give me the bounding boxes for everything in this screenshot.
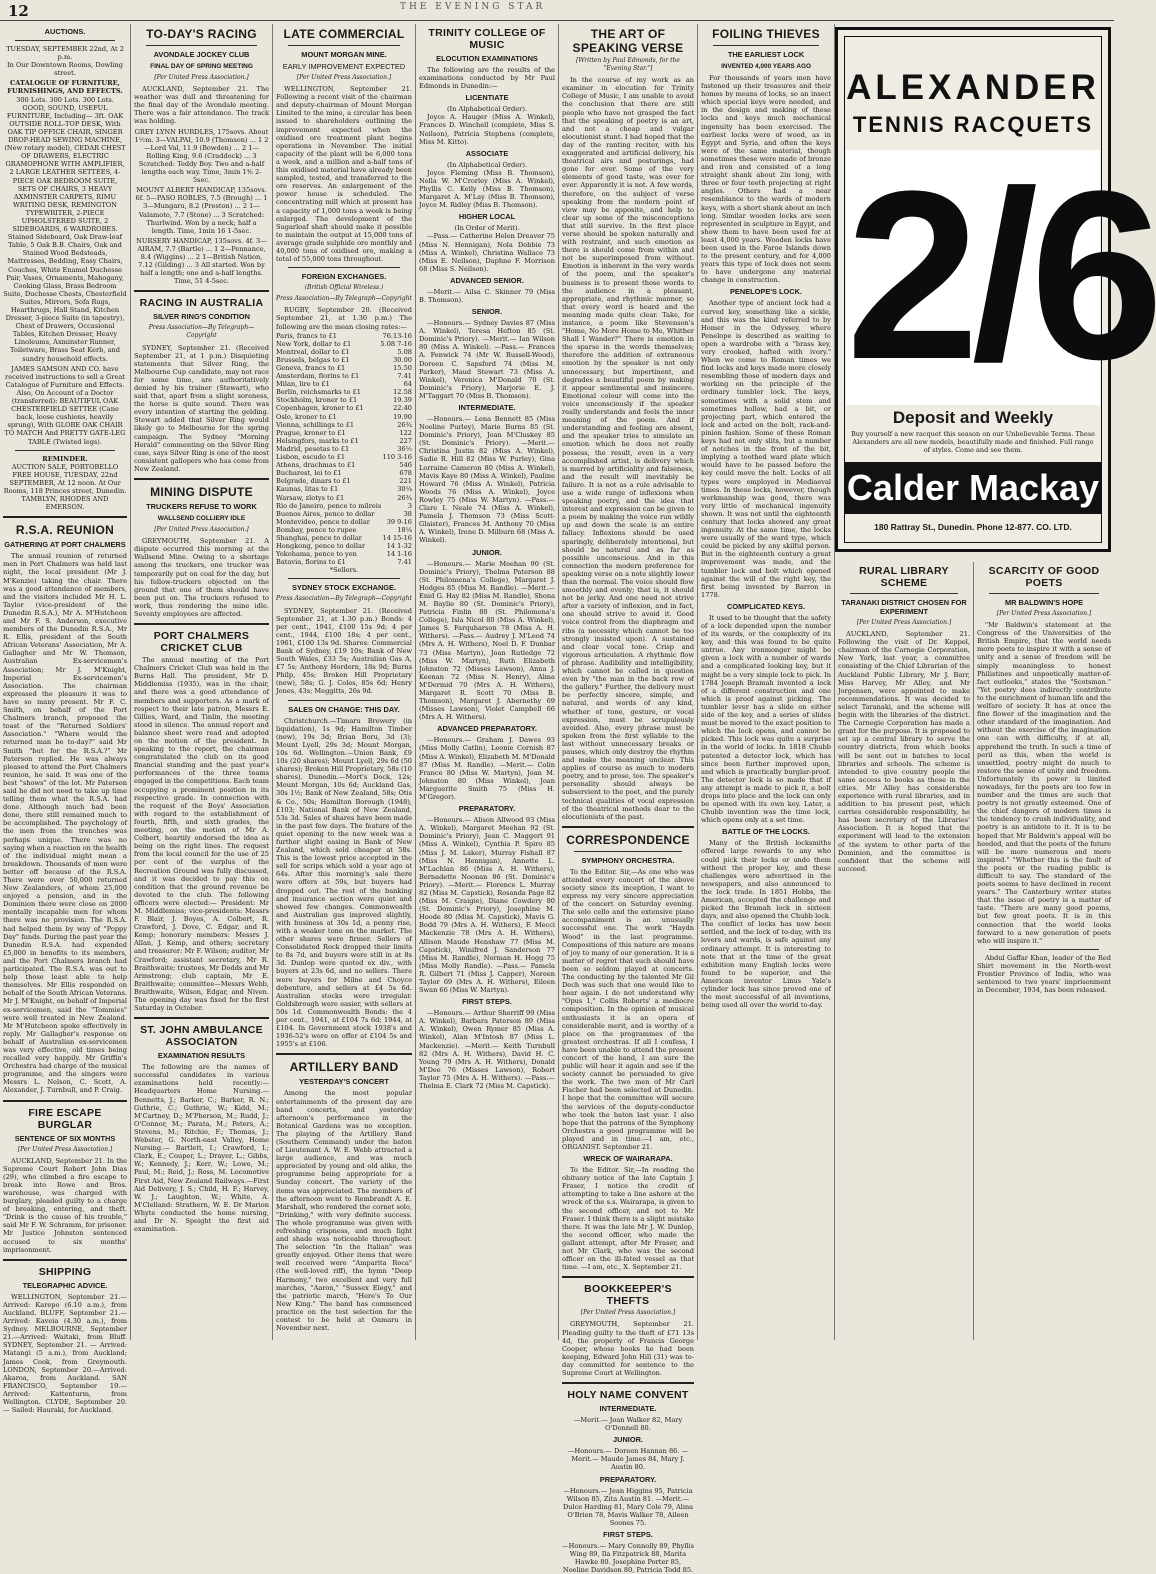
shipping-headline: SHIPPING xyxy=(38,1265,92,1278)
licentiate-order: (In Alphabetical Order). xyxy=(446,105,527,114)
column-divider xyxy=(130,24,131,1340)
sales-article: Christchurch.—Timaru Brewery (in liquidation), 1s 9d; Hamilton Timber (new), 19s 3d; Brian Boru, 3d (3); Mount Lyell, 29s 3d; Mount Morgan, 10s 6d. Wellington.—Union Bank, £9 10s (20 shares); Mount Lyell, 29s 6d (50 shares); Broken Hill Proprietary, 58s (10 shares). Dunedin.—Mort's Dock, 12s; Mount Morgan, 10s 6d; Auckland Gas, 30s 1½; Bank of New Zealand, 58s; Otis & Co., 50s; Hamilton Borough (1948), £103; National Bank of New Zealand, 53s 3d. Sales of shares have been made in the past few days. The feature of the quiet opening to the new week was a further slight easing in Bank of New Zealand, which sold cheaper at 58s. This is the lowest price accepted in the sell for scrips which sold a year ago at 64s. After this morning's sale there were offers at 59s, but buyers had dropped out. The rest of the banking and insurance section were quiet and showed few changes. Commonwealth and Australian gas improved slightly, with business at 30s 1d, a penny rise, with a weaker tone on the market. The other shares were firmer. Sellers of Consolidated Rock dropped their limits to 8s 7d, and buyers were still in at 8s 3d. Dunlop were quoted ex div., with buyers at 23s 6d, and no sellers. There were buyers for Milne and Choyce debenture, and sellers at £4 5s 6d. Australian stocks were irregular. Goldsbrough were easier, with sellers at 50s 1d. Commonwealth Bonds: the 4 per cent., 1941, at £104 7s 6d; 1944, at £104. In Government stock 1938's and 1936-52's were on offer at £104 5s and 1955's at £106. xyxy=(276,716,412,1049)
fx-rate-row xyxy=(276,550,412,558)
poets-article: "Mr Baldwin's statement at the Congress of the Universities of the British Empire, that the world needs more poets to inspire it with a sense of unity and a sense of freedom will be simply meaningless to honest Philistines and unpoetically matter-of-fact outlooks," states the "Scotsman." "Yet poetry does indirectly contribute to the enrichment of human life and the welfare of society. It has at once the fine flower of the imagination and the other standard of the imagination. And without the exercise of the imagination one can with difficulty, if at all, apprehend the truth. In such a time of peril as this, when the world is unsettled, poetry might do much to restore the sense of unity and freedom. Unfortunately its power is limited nowadays, for the poets are too few in number and the times are such that poetry is not greatly esteemed. One of the chief dangers of modern times is the tendency to crush individuality, and poetry is an antidote to it. It is to be hoped that Mr Baldwin's appeal will be heeded, and that the poets of the future will be more numerous and more inspired." "Whether this is the fault of the poets or the reading public is difficult to say. The standard of the poets seems to have declined in recent years." The Canterbury writer states that the issue of poetry is a matter of taste. "There are many good poems, but few great poets. It is in this connection that the world looks forward to a new generation of poets who will inspire it." xyxy=(977,621,1111,945)
fx-rate: 22.40 xyxy=(393,404,412,413)
fx-rate: 3 xyxy=(407,501,412,510)
column-divider xyxy=(973,562,974,1340)
fx-rate-row xyxy=(276,396,412,404)
higher-local-heading: HIGHER LOCAL xyxy=(458,212,516,222)
fx-heading: FOREIGN EXCHANGES. xyxy=(301,272,387,282)
licentiate-heading: LICENTIATE xyxy=(465,93,509,103)
late-commercial-headline: LATE COMMERCIAL xyxy=(283,27,405,41)
fx-rate-row xyxy=(276,421,412,429)
holy-inter-list: —Merit.— Joan Walker 82, Mary O'Donnell 80. xyxy=(573,1416,683,1433)
bookkeeper-headline: BOOKKEEPER'S THEFTS xyxy=(584,1283,672,1308)
intermediate-heading: INTERMEDIATE. xyxy=(458,403,516,412)
penelope-heading: PENELOPE'S LOCK. xyxy=(730,287,802,297)
fx-place: Montevideo, pence to dollar xyxy=(276,517,370,526)
first-steps-heading: FIRST STEPS. xyxy=(462,997,512,1007)
fx-rate: 15.50 xyxy=(393,364,412,372)
column-5 xyxy=(562,24,694,1574)
fx-rate-row xyxy=(276,332,412,340)
advanced-senior-heading: ADVANCED SENIOR. xyxy=(450,275,524,285)
ad-brand: ALEXANDER xyxy=(846,68,1100,107)
trinity-headline: TRINITY COLLEGE OF MUSIC xyxy=(428,27,546,51)
fx-place: Buenos Aires, pence to dollar xyxy=(276,509,375,518)
aus-racing-credit: Press Association—By Telegraph—Copyright xyxy=(148,324,255,340)
sale-place: In Our Downtown Rooms, Dowling street. xyxy=(7,61,123,78)
column-7a xyxy=(838,562,970,1342)
fx-rate-row xyxy=(276,429,412,437)
fx-rates-table xyxy=(276,332,412,567)
fx-rate: 221 xyxy=(399,477,412,486)
column-divider xyxy=(415,24,416,1340)
fx-rate: 36½ xyxy=(397,444,412,453)
fx-place: Bucharest, lei to £1 xyxy=(276,469,342,478)
cricket-article: The annual meeting of the Port Chalmers Cricket Club was held in the Burns Hall. The president, Mr D. Middlemiss (1935), was in the chair, and there was a good attendance of members and supporters. As a mark of respect to their late patron, Messrs E. Gillies, Ward, and Tinlin, the meeting stood in silence. The annual report and balance sheet were read and adopted on the motion of the president. In speaking to the report, the chairman congratulated the club on its good financial standing and the past year's performances of the three teams engaged in the competitions. Each team occupying a prominent position in its respective grade. In connection with the request of the Boys' Association with regard to the establishment of fourth, fifth, and sixth grades, the meeting, on the motion of Mr A. Colbert, heartily endorsed the idea as being on the right lines. The request from the local council for the use of 25 per cent of the surplus of the Recreation Ground was fully discussed, and it was decided to pay this on condition that the ground revenue be devoted to the club. The following officers were elected:— President: Mr M. Middlemiss; vice-presidents: Messrs F. Blair, J. Boyes, A. Colbert, R. Crawford, J. Dove, C. Edgar, and R. Kemp; honorary members: Messrs J. Allan, J. Kemp, and others; secretary and treasurer: Mr F. Wilson; auditor, Mr Crawford; assistant secretary, Mr R. Braithwaite; trustees, Mr Dodds and Mr Armstrong; club captain, Mr E. Braithwaite; committee—Messrs Webb, Braithwaite, Wilson, Edgar, and Niven. The opening day was fixed for the first Saturday in October. xyxy=(134,656,269,1013)
associate-list: Joyce Fleming (Miss B. Thomson), Nella W. M'Crorley (Miss A. Winkel), Phyllis C. Kelly (Miss B. Thomson), Margaret A. M'Lay (Miss B. Thomson), Joyce M. Ridley (Miss B. Thomson). xyxy=(419,168,555,210)
sale-catalogue: CATALOGUE OF FURNITURE, FURNISHINGS, AND EFFECTS. xyxy=(7,79,123,96)
adv-prep-list: —Honours.— Graham J. Dawes 93 (Miss Molly Catlin), Leonie Cornish 87 (Miss A. Winkel), Elizabeth M. M'Donald 87 (Miss M. Randle). —Merit.— Colin France 80 (Miss W. Martyn), Joan M. Johnston 80 (Miss Winkel), Joan Marguerite Smith 75 (Miss H. M'Gregor). xyxy=(419,736,555,802)
fx-rate: 14 15-16 xyxy=(382,533,412,542)
fx-rate: 14 1-16 xyxy=(386,550,412,559)
fx-rate: 14 1-32 xyxy=(386,542,412,551)
higher-local-list: —Pass.— Catherine Helen Dreaver 75 (Miss N. Hennigan), Nola Dobbie 73 (Miss A. Winkel), Christina Wallace 73 (Miss E. Neilson), Daphne F. Morrison 68 (Miss S. Neilson). xyxy=(419,232,555,273)
fx-rate-row xyxy=(276,518,412,526)
fx-rate: 38 xyxy=(403,509,412,518)
penelope-article: Another type of ancient lock had a curved key, something like a sickle, and this was the kind referred to by Homer in the Odyssey, where Penelope is described as waiting to open a wardrobe with a "brass key, very crooked, hafted with ivory." When we come to Roman times we find locks and keys made more closely resembling those of modern days and working on the principle of the ordinary tumbler lock. The keys, sometimes with a solid stem and sometimes hollow, had a bit, or projecting part, which entered the lock and acted on the bolt, rack-and-pinion fashion. Some of these Roman keys had not only slits, but a number of notches in the front of the bit, implying a toothed ward plate which would have to be passed before the key could move the bolt. Locks of all types were employed in Mediaeval times. In these locks, however, though workmanship was good, there was very little of mechanical ingenuity shown. It was not until the eighteenth century that locks showed any great ingenuity. At the same time, the locks were usually of the ward type, which could be picked by any skilful person. But in the eighteenth century a great improvement was made, and the tumbler lock and bolt which opened against the will of the right key, the first being invented by Barron in 1778. xyxy=(701,299,831,599)
column-1 xyxy=(3,24,127,1415)
fx-rate-row xyxy=(276,510,412,518)
mining-credit: [Per United Press Association.] xyxy=(154,526,249,534)
ambulance-subhead: EXAMINATION RESULTS xyxy=(157,1051,246,1061)
column-6 xyxy=(701,24,831,1342)
correspondence-headline: CORRESPONDENCE xyxy=(566,832,690,847)
race-result: NURSERY HANDICAP, 135sovs. 4f. 3—AIRAM, 7.7 (Bartle) ... 1 2—Pennance, 8.4 (Wiggins) ... 2 1—British Nation, 7.12 (Gilding) ... 3 All started. Won by half a length; one and a-half lengths. Time, 51 4-5sec. xyxy=(136,236,267,286)
symphony-letter: To the Editor. Sir,—As one who was attended every concert of the above society since its inception, I want to express my very sincere appreciation of the concert on Saturday evening. The solo cello and the extensive piano accompaniment is an unusually successful one. The work "Haydn Wood" in the last programme. Compositions of this nature are means of joy to many of our generation. It is a matter of regret that such should have been so seldom played at concerts. The conducting by the talented Mr Gil Dech was such that one would like to hear again. I do not understand why "Opus 1," Collis Roberts' a mediocre composition. In the opinion of musical enthusiasts it is an opera of considerable merit, and is worthy of a place on the programmes of the greatest orchestras. If all I confess, I have been unable to attend the present concert of the band, I am sure the public will hear it again and see if the society cannot be persuaded to give the work. The two men of Mr Carl Fischer had been selected at Dunedin. I hope that the committee will secure the services of the deputy-conductor who took the baton last year. I also hope that the patrons of the Symphony Orchestra a good programme will be played and in time.—I am, etc., ORGANIST. September 21. xyxy=(562,867,694,1151)
race-result: GREY LYNN HURDLES, 175sovs. About 1½m. 3—VALPAI, 10.9 (Thomson) ... 1 2—Lord Val, 11.9 (Bowden) ... 2 1—Rolling King, 9.6 (Craddock) ... 3 Scratched: Teddy Boy. Two and a-half lengths each way. Time, 3min 1⅘ 2-5sec. xyxy=(134,127,269,185)
fx-rate-row xyxy=(276,494,412,502)
poets-subhead: MR BALDWIN'S HOPE xyxy=(1004,598,1084,607)
fx-place: Batavia, florins to £1 xyxy=(276,558,346,567)
reminder-body: AUCTION SALE, PORTOBELLO FREE HOUSE, TUESDAY, 22nd SEPTEMBER, At 12 noon. At Our Rooms, 118 Princes street, Dunedin. TAMBLYN, RHODES AND EMERSON. xyxy=(3,462,127,512)
trinity-subhead: ELOCUTION EXAMINATIONS xyxy=(436,54,538,63)
associate-order: (In Alphabetical Order). xyxy=(446,160,527,169)
fx-place: Athens, drachmas to £1 xyxy=(276,461,356,470)
fx-rate: 30¼ xyxy=(397,485,412,494)
ad-product: TENNIS RACQUETS xyxy=(852,112,1094,137)
junior-list: —Honours.— Marie Meehan 90 (St. Dominic's Priory), Thelma Paterson 88 (St. Philomena's College), Margaret J. Hodges 85 (Miss M. Randle). —Merit.— Enid G. Hay 82 (Miss M. Randle), Shona M. Baylie 80 (St. Dominic's Priory), Patricia Finlin 80 (St. Philomena's College), Isla Nicol 80 (Miss A. Winkel), James S. Farquharson 78 (Miss A. H. Withers). —Pass.— Audrey J. M'Leod 74 (Mrs A. H. Withers), Noel D. F. Dunbar 73 (Miss Martyn), Joan Rutledge 72 (Miss W. Martyn), Ruth Elizabeth Johnston 72 (Misses Lawson), Anna J. Keenan 72 (Miss N. Henry), Alma M'Dermid 70 (Mrs A. H. Withers), Margaret R. Scott 70 (Miss B. Thomson), Margaret J. Abernethy 69 (Misses Lawson), Violet Campbell 66 (Mrs A. H. Withers). xyxy=(419,559,555,722)
wreck-letter: To the Editor. Sir,—In reading the obituary notice of the late Captain J. Fraser, I notice the credit of attempting to take a line ashore at the wreck of the s.s. Wairarapa, is given to the second officer, and not to Mr Fraser. I think there is a slight mistake there. It was the late Mr J. W. Dunlop, the second officer, who made the gallant attempt, after Mr Fraser, and not Mr Clark, who was the second officer on the ill-fated vessel as that time. —I am, etc., X. September 21. xyxy=(562,1166,694,1272)
art-of-verse-headline: THE ART OF SPEAKING VERSE xyxy=(572,27,684,55)
trinity-intro: The following are the results of the examinations conducted by Mr Paul Edmonds in Dunedin:— xyxy=(419,66,555,91)
tennis-racquet-advertisement xyxy=(835,27,1156,552)
reminder-heading: REMINDER. xyxy=(42,454,88,463)
fx-rate: 30.00 xyxy=(393,355,412,364)
column-divider xyxy=(697,24,698,1340)
fx-rate: 26¾ xyxy=(397,493,412,502)
rsa-headline: R.S.A. REUNION xyxy=(15,523,115,538)
fx-place: Brussels, belgas to £1 xyxy=(276,355,350,364)
rural-library-credit: [Per United Press Association.] xyxy=(856,619,952,626)
column-4 xyxy=(419,24,555,1342)
fx-rate: 227 xyxy=(399,436,412,445)
racing-subhead-2: FINAL DAY OF SPRING MEETING xyxy=(150,63,253,70)
fx-rate: 39 9-16 xyxy=(386,517,412,526)
column-2 xyxy=(134,24,269,1342)
mining-headline: MINING DISPUTE xyxy=(150,485,253,500)
licentiate-list: Joyce A. Hauger (Miss A. Winkel), Frances D. Winchell (complete, Miss S. Neilson), Patricia Stephens (complete, Miss M. Kitto). xyxy=(419,113,555,146)
foiling-subhead-2: INVENTED 4,000 YEARS AGO xyxy=(721,63,811,70)
fx-rate-row xyxy=(276,469,412,477)
intermediate-list: —Honours.— Lena Bennett 85 (Miss Noeline Purley), Marie Burns 85 (St. Dominic's Priory), Joan M'Cluskey 85 (St. Dominic's Priory). —Merit.— Christina Justin 82 (Miss A. Winkel), Sadie R. Hill 82 (Miss W. Purley), Gina Lorraine Cameron 80 (Miss A. Winkel), Mavis Kaye 80 (Miss A. Winkel), Pauline Howard 76 (Miss A. Winkel), Patricia Woods 76 (Miss A. Winkel), Joyce Rowley 75 (Miss W. Martyn). —Pass.— Clare I. Neale 74 (Miss A. Winkel), Pamela J. Thomson 73 (Miss Scott-Glaister), Frances M. Anthony 70 (Miss A. Winkel), Irene D. Milburn 68 (Miss A. Winkel). xyxy=(419,415,555,545)
ad-price: 2/6 xyxy=(846,141,1156,409)
aus-racing-subhead: SILVER RING'S CONDITION xyxy=(153,312,250,322)
fx-rate-row xyxy=(276,372,412,380)
fx-place: Stockholm, kroner to £1 xyxy=(276,396,358,405)
holy-first-list: —Honours.— Mary Connolly 89, Phyllis Wing 89, Ila Fitzpatrick 88, Marita Hawke 80. Josephine Porter 85, Noeline Davidson 80, Patricia Todd 85. xyxy=(562,1542,694,1574)
artillery-headline: ARTILLERY BAND xyxy=(289,1060,399,1075)
wreck-heading: WRECK OF WAIRARAPA. xyxy=(583,1154,673,1164)
art-of-verse-byline: [Written by Paul Edmonds, for the "Evening Star."] xyxy=(576,57,680,73)
auctions-heading: AUCTIONS. xyxy=(44,27,86,36)
aus-racing-headline: RACING IN AUSTRALIA xyxy=(139,297,264,310)
fx-rate: 19.39 xyxy=(393,396,412,405)
page-number: 12 xyxy=(8,2,29,20)
stock-exchange-article: SYDNEY, September 21. (Received September 21, at 1.30 p.m.) Bonds: 4 per cent., 1941, £100 15s 9d; 4 per cent., 1944, £100 18s; 4 per cent., 1961, £100 13s 9d. Shares: Commercial Bank of Sydney, £19 10s; Bank of New South Wales, £33 5s; Australian Gas A, £7 5s; Anthony Hordern, 18s 9d; Burns Philp, 45s; Broken Hill Proprietary (new), 58s; G. J. Coles, 85s 6d; Henry Jones, 43s; Meggitts, 26s 9d. xyxy=(276,606,412,696)
fx-rate: 546 xyxy=(399,461,412,470)
fire-headline: FIRE ESCAPE BURGLAR xyxy=(28,1106,102,1131)
fx-rate-row xyxy=(276,348,412,356)
fx-place: Yokohama, pence to yen xyxy=(276,550,357,559)
shipping-body: WELLINGTON, September 21.— Arrived: Karepo (6.10 a.m.), from Auckland. BLUFF, September 21.—Arrived: Kaveia (4.30 a.m.), from Sydney. MELBOURNE, September 21.—Arrived: Waitaki, from Bluff. SYDNEY, September 21. — Arrived: Matangi (5 a.m.), from Auckland; James Cook, from Greymouth. LONDON, September 20.—Arrived: Akaroa, from Auckland. SAN FRANCISCO, September 19.— Arrived: Kattenturm, from Wellington. CLYDE, September 20. — Sailed: Hauraki, for Auckland. xyxy=(3,1292,127,1415)
fx-place: Geneva, francs to £1 xyxy=(276,364,346,372)
fx-rate: 7.41 xyxy=(397,558,412,567)
sales-heading: SALES ON CHANGE: THIS DAY. xyxy=(288,704,400,714)
mining-subhead: TRUCKERS REFUSE TO WORK xyxy=(146,502,257,512)
cricket-headline: PORT CHALMERS CRICKET CLUB xyxy=(153,630,250,655)
fire-credit: [Per United Press Association.] xyxy=(17,1145,113,1153)
fx-intro: RUGBY, September 20. (Received September 21, at 1.30 p.m.) The following are the mean closing rates:— xyxy=(276,306,412,331)
fx-rate-row xyxy=(276,477,412,485)
fx-rate: 5.08 xyxy=(397,347,412,356)
fx-rate-row xyxy=(276,461,412,469)
top-rule xyxy=(0,20,1114,21)
junior-heading: JUNIOR. xyxy=(472,547,502,557)
fx-rate-row xyxy=(276,380,412,388)
bookkeeper-article: GREYMOUTH, September 21. Pleading guilty to the theft of £71 13s 4d, the property of Francis George Cooper, whose books he had been keeping, Edward John Hill (31) was to-day committed for sentence to the Supreme Court at Wellington. xyxy=(562,1320,694,1377)
ad-shop-name: Calder Mackay xyxy=(844,462,1102,514)
fx-rate: 19.90 xyxy=(393,412,412,421)
holy-junior-heading: JUNIOR. xyxy=(613,1435,643,1445)
fx-place: Paris, francs to £1 xyxy=(276,331,337,340)
mount-morgan-heading: MOUNT MORGAN MINE. xyxy=(301,50,387,59)
ambulance-article: The following are the names of successful candidates in various examinations held recently:— Headquarters Home Nursing.—Bennetts, J.; Barker, C.; Barker, R. N.; Guthrie, C.; Guthrie, W.; Kidd, M.; M'Cartney, D.; M'Pherson, M.; Rudd, J.; O'Connor, M.; Parata, M.; Peters, A.; Stevens, M.; Ritchie, F.; Thomas, J.; Webster, G. North-east Valley, Home Nursing.— Bartlett, I.; Crawford, I.; Clark, E.; Couper, L.; Drayer, L.; Gibbs, W.; Kennedy, J.; Kerr, W.; Lowe, M.; Paul, M.; Reid, J.; Ross, M. Locomotive First Aid, New Zealand Railways.—First Aid Delivery, J. S.; Child, H. F.; Harvey, W. J.; Laughton, W.; White, A. M'Clelland: Strathern, W. E. Dr Marion Whyte conducted the home nursing, and Dr N. Speight the first aid examination. xyxy=(134,1063,269,1234)
column-divider xyxy=(272,24,273,1340)
fx-rate: 7.41 xyxy=(397,372,412,381)
associate-heading: ASSOCIATE xyxy=(465,148,509,158)
fire-subhead: SENTENCE OF SIX MONTHS xyxy=(14,1133,116,1143)
fx-place: Madrid, pesetas to £1 xyxy=(276,444,350,453)
fx-place: Vienna, schillings to £1 xyxy=(276,420,355,429)
fx-place: Lisbon, escudo to £1 xyxy=(276,453,346,462)
fx-rate: 122 xyxy=(399,428,412,437)
prep-list: —Honours.— Alison Allwood 93 (Miss A. Winkel), Margaret Meehan 92 (St. Dominic's Priory), Jean C. Maggert 91 (Miss A. Winkel), Cynthia P. Spiro 85 (Miss J. M. Laker), Murray Fishall 87 (Miss N. Hennigan), Annette L. M'Lachlan 86 (Miss A. H. Withers), Bernadette Noonan 86 (St. Dominic's Priory). —Merit.— Florence L. Murray 82 (Miss M. Capstick), Rosanda Page 82 (Miss M. Craigie), Diane Cowdery 80 (St. Dominic's Priory), Josephine M. Hoode 80 (Miss M. Capstick), Mavis G. Bodd 79 (Mrs A. H. Withers), F. Mecci Mackenzie 78 (Mrs A. H. Withers), Allison Maude Henshaw 77 (Miss M. Capstick), Winifred J. Sanderson 77 (Miss M. Randle), Norman H. Hogg 75 (Miss Molly Randle). —Pass.— Pamela R. Gilbert 71 (Miss J. Capper), Noreen Taylor 69 (Mrs A. H. Withers), Eileen Swan 66 (Miss W. Martyn). xyxy=(419,816,555,995)
fx-rate: 64 xyxy=(403,380,412,389)
ad-price-panel xyxy=(846,141,1156,409)
poets-headline: SCARCITY OF GOOD POETS xyxy=(988,565,1100,589)
holy-prep-heading: PREPARATORY. xyxy=(599,1474,657,1484)
fx-rate-row xyxy=(276,558,412,566)
adv-prep-heading: ADVANCED PREPARATORY. xyxy=(437,724,537,734)
fx-rate-row xyxy=(276,542,412,550)
fx-place: Amsterdam, florins to £1 xyxy=(276,372,360,381)
mount-morgan-article: WELLINGTON, September 21. Following a recent visit of the chairman and deputy-chairman of Mount Morgan Limited to the mine, a circular has been issued to shareholders outlining the improvement expected when the oxidised ore treatment plant begins operations in November. The initial capacity of the plant will be 6,000 tons a week, and a million and a-half tons of this oxidised material have already been sampled, tested, and transferred to the ore reserves. An enlargement of the power house is scheduled. The concentrating mill which at present has a capacity of 1,000 tons a week is being enlarged. The development of the Sugarloaf shaft should make it possible to maintain the output at 15,000 tons of average grade sulphide ore monthly and 40,000 tons of oxidised ore, making a total of 55,000 tons throughout. xyxy=(276,85,412,264)
complicated-keys-article: It used to be thought that the safety of a lock depended upon the number of its wards, or the complexity of its key, and this was found to be quite untrue. Any ironmonger might be given a lock with a number of wards and a complicated looking key, but it might be a very simple lock to pick. In 1784 Joseph Bramah invented a lock of a different construction and one which is proof against picking. The tumbler lever has a slide on either side of the key, and a series of slides must be moved to the exact position to which the lock opens, and cannot be picked. This lock was quite a surprise in the world of locks. In 1818 Chubb patented a detector lock, which has since been further improved upon, and which is practically burglar-proof. The detector lock is so made that if any attempt is made to pick it, a bolt drops into place and the lock can only be opened with its own key. Later, a Chubb invention was the time lock, which opens only at a set time. xyxy=(701,613,831,825)
fx-rate: 110 3-16 xyxy=(382,453,412,462)
rural-library-subhead: TARANAKI DISTRICT CHOSEN FOR EXPERIMENT xyxy=(841,598,967,616)
artillery-subhead: YESTERDAY'S CONCERT xyxy=(299,1077,389,1087)
ad-address: 180 Rattray St., Dunedin. Phone 12-877. CO. LTD. xyxy=(874,522,1072,532)
foiling-subhead: THE EARLIEST LOCK xyxy=(727,50,805,59)
stock-exchange-heading: SYDNEY STOCK EXCHANGE. xyxy=(291,583,397,593)
ambulance-headline: ST. JOHN AMBULANCE ASSOCIATON xyxy=(140,1024,263,1049)
holy-inter-heading: INTERMEDIATE. xyxy=(599,1404,657,1414)
fx-place: Kaunas, litas to £1 xyxy=(276,485,339,494)
sale-date: TUESDAY, SEPTEMBER 22nd, At 2 p.m. xyxy=(6,45,124,62)
prep-heading: PREPARATORY. xyxy=(458,804,516,814)
battle-article: Many of the British locksmiths offered large rewards to any who could pick their locks or undo them without the proper key, and these challenges were advertised in the newspapers, and also announced to the lock trade. In 1851 Hobbs, the American, accepted the challenge and picked the Bramah lock in sixteen days, and also opened the Chubb lock. The conflict of locks has now been settled, and the lock of to-day, with its levers and wards, is safe against any ordinary attempt. It is interesting to note that at the time of the great exhibition many English locks were found to be superior, and the American inventor Linus Yale's cylinder lock has since proved one of the most successful of all inventions, being used all over the world to-day. xyxy=(701,839,831,1010)
aus-racing-article: SYDNEY, September 21. (Received September 21, at 1 p.m.) Disquieting statements that Silver Ring, the Melbourne Cup candidate, may not race for some time, are authoritatively denied by his trainer (Stewart), who said that, apart from a slight soreness, the horse is quite sound. There was every intention of starting the gelding. Stewart added that Silver Ring would likely go to Melbourne for the spring campaign. The Sydney "Morning Herald" commenting on the Silver Ring case, says Silver Ring is one of the most consistent gallopers who has come from New Zealand. xyxy=(134,343,269,473)
holy-name-headline: HOLY NAME CONVENT xyxy=(567,1389,689,1402)
holy-junior-list: —Honours.— Doreen Hannan 86. —Merit.— Maude James 84, Mary J. Austin 80. xyxy=(567,1447,689,1472)
rsa-article: The annual reunion of returned men in Port Chalmers was held last night, the local president (Mr J. M'Kenzie) taking the chair. There was a good attendance of members, and the visitors included Mr H. L. Taylor (vice-president of the Dunedin R.S.A.), Mr A. M'Hutcheon and Mr F. S. Anderson, executive members of the Dunedin R.S.A., Mr R. Ellis, president of the South African Veterans' Association, Mr A. Gallagher and Mr W. Thomson, Australian Ex-servicemen's Association; Mr J. M'Knight, Imperial Ex-servicemen's Association. The chairman expressed the pleasure it was to have so many present. Mr F. C. Smith, on behalf of the Port Chalmers branch, proposed the toast of the "Returned Soldiers' Association." "Where would the returned man be to-day?" said Mr Smith "but for the R.S.A.?" Mr Paterson replied. He was always pleased to attend the Port Chalmers reunion, he said. It was one of the best "shows" of the lot. Mr Paterson said he did not need to take up time telling them what the R.S.A. had done. Although much had been done, there still remained much to be accomplished. The psychology of the men from the trenches was perhaps unique. There was no saying when a reaction on the health of the individual might mean a breakdown. Thousands of men were better off because of the R.S.A. There were over 50,000 returned New Zealanders, of whom 25,000 enjoyed a pension, and in the Dominion there were close on 2000 mentally incapable men for whom there was no provision. The R.S.A. had helped them by way of "Poppy Day" funds. During the past year the Dunedin R.S.A. had expended £5,000 in benefits to its members, and the Port Chalmers branch had participated. The R.S.A. was out to help those least able to help themselves. Mr Ellis responded on behalf of the South African Veterans. Mr J. M'Knight, on behalf of Imperial ex-servicemen, said the "Tommies" were well treated in New Zealand. Mr M'Hutcheon spoke effectively in reply. Mr Gallagher's response on behalf of Australian ex-servicemen was very effective, old times being recalled very happily. Mr Griffin's Orchestra had charge of the musical programme, and the singers were Messrs L. Nelson, C. Scott, A. Alexander, J. Turnbull, and P. Craig. xyxy=(3,552,127,1095)
first-steps-list: —Honours.— Arthur Sherriff 99 (Miss A. Winkel), Barbara Paterson 89 (Miss A. Winkel), Owen Rymer 85 (Miss A. Winkel), Alan M'Intosh 87 (Miss L. Mackenzie). —Merit.— Keith Turnbull 82 (Mrs A. H. Withers), David H. C. Young 79 (Mrs A. H. Withers), Donald M'Dee 76 (Misses Lawson), Robert Taylor 75 (Mrs A. H. Withers). —Pass.— Thelma E. Clark 72 (Miss M. Capstick). xyxy=(419,1009,555,1091)
fx-place: Shanghai, pence to dollar xyxy=(276,533,362,542)
artillery-article: Among the most popular entertainments of the present day are band concerts, and yesterday afternoon's performance in the Botanical Gardens was no exception. The playing of the Artillery Band (Southern Command) under the baton of Lieutenant A. W. E. Webb attracted a large audience, and was much appreciated by young and old alike, the programme being appropriate for a Sunday concert. The variety of the items was appreciated. The members of the afternoon went to Rembrandt A. E. Marshall, who rendered the cornet solo, "Drinking," with very definite success. The whole programme was given with refreshing crispness, and much light and shade was noticeable throughout. The selection "In the Italian" was greatly enjoyed. Other items that were well received were "Amparita Roca" (the well-loved riff), the hymn "Deep Harmony," two excellent and very full marches, "Aaron," "Sussex Elegy," and the patriotic march, "Here's To Our New King." The band has commenced practice on the test selection for the contest to be held at Oamaru in November next. xyxy=(276,1089,412,1333)
fx-rate-row xyxy=(276,356,412,364)
ad-terms: Deposit and Weekly xyxy=(892,408,1054,427)
fx-rate-row xyxy=(276,453,412,461)
fx-place: Hongkong, pence to dollar xyxy=(276,542,366,551)
column-7b xyxy=(977,562,1111,1342)
fx-rate: 76.13-16 xyxy=(382,331,412,340)
rural-library-article: AUCKLAND, September 21. Following the visit of Dr. Keppel, chairman of the Carnegie Corporation, New York, last year, a committee consisting of the Chief Librarian of the Auckland Public Library, Mr J. Barr, Miss Harvey, Mr Alley, and Mr Jorgensen, were appointed to make recommendations. It was decided to select Taranaki, and the scheme will begin with the libraries of the district. The Carnegie Corporation has made a grant for the purpose. It is proposed to set up a central library to serve the country districts, from which books will be sent out in batches to local libraries and schools. The scheme is intended to give country people the same access to books as those in the cities. Mr Alley has considerable experience with rural libraries, and in addition to his present post, which carries considerable responsibility, he has been secretary of the Libraries' Association. It is hoped that the experiment will lead to the extension of the system to other parts of the Dominion, and the committee is confident that the scheme will succeed. xyxy=(838,630,970,873)
foiling-article: For thousands of years men have fastened up their treasures and their homes by means of locks, so an insect which special keys were needed, and in the design and making of these locks and keys much mechanical ingenuity has been exercised. The earliest locks were of wood, as in Egypt and Syria, and often the keys were of the same material, though sometimes these were made of bronze and iron and consisted of a long straight shank about 2in long, with three or four teeth projecting at right angles. Others had a near resemblance to the wards of modern keys, with a short shank about an inch long. Similar wooden locks are seen represented in sculpture in Egypt, and show them to have been used for at least 4,000 years. Wooden locks have been used in the Faroe Islands down to the present century, and for 4,000 years this type of lock does not seem to have undergone any material change in construction. xyxy=(701,74,831,285)
mining-article: GREYMOUTH, September 21. A dispute occurred this morning at the Wallsend Mine. Owing to a shortage among the truckers, one trucker was temporarily put on coal for the day, but his fellow-truckers objected on the ground that one of them should have been put on. The truckers refused to work, thus rendering the mine idle. Seventy employees are affected. xyxy=(134,537,269,618)
mining-subhead-2: WALLSEND COLLIERY IDLE xyxy=(157,515,246,523)
fx-place: Milan, lire to £1 xyxy=(276,380,330,389)
fx-rate-row xyxy=(276,445,412,453)
column-3 xyxy=(276,24,412,1342)
fx-rate: 26¾ xyxy=(397,420,412,429)
mount-morgan-subhead: EARLY IMPROVEMENT EXPECTED xyxy=(282,62,406,71)
fx-place: Helsingfors, marks to £1 xyxy=(276,436,359,445)
racing-intro: AUCKLAND, September 21. The weather was dull and threatening for the final day of the Avondale meeting. There was a fair attendance. The track was holding. xyxy=(134,85,269,126)
fx-rate-row xyxy=(276,413,412,421)
racing-subhead: AVONDALE JOCKEY CLUB xyxy=(153,50,250,59)
masthead: THE EVENING STAR xyxy=(400,2,546,12)
senior-heading: SENIOR. xyxy=(471,307,503,317)
rural-library-headline: RURAL LIBRARY SCHEME xyxy=(859,565,949,589)
fx-place: Rio de Janeiro, pence to milreis xyxy=(276,501,382,510)
fx-place: Warsaw, zlotys to £1 xyxy=(276,493,345,502)
fx-rate-row xyxy=(276,485,412,493)
fx-rate-row xyxy=(276,502,412,510)
sale-auctioneer: JAMES SAMSON AND CO. have received instructions to sell a Great Catalogue of Furniture and Effects. Also, On Account of a Doctor (transferred): BEAUTIFUL OAK CHESTERFIELD SETTEE (Cane back, loose cushions, heavily sprung), With GLOBE OAK CHAIR TO MATCH And PRETTY GATE-LEG TABLE (Twisted legs). xyxy=(4,364,126,446)
fx-place: Prague, kroner to £1 xyxy=(276,428,346,437)
gaffar-article: Abdul Gaffar Khan, leader of the Red Shirt movement in the North-west Frontier Province of India, who was sentenced to two years' imprisonment in December, 1934, has been released. xyxy=(977,953,1111,995)
bookkeeper-credit: [Per United Press Association.] xyxy=(580,1309,676,1317)
art-of-verse-article: In the course of my work as an examiner in elocution for Trinity College of Music, I am unable to avoid the conclusion that there are still people who have not grasped the fact that the speaking of poetry is an art, and not a cheap and vulgar elocutionist stunt. I had hoped that the day of the ranting reciter, with his exaggerated and artificial delivery, his theatrical airs and posturings, had gone for ever. Some of the very elements of good taste, was over for ever. Apparently it is not. A few words, therefore, on the subject of verse speaking from the modern point of view may be apposite, and help to clear up some of the misconceptions that still survive. In the first place verse should be spoken naturally and with restraint, and such emotion as there is should come from within and not be superimposed from without. Emotion is inherent in the very words of the poem, and the speaker's business is to present those words to the audience in a pleasant, appropriate, and rhythmic manner, so that every word is heard and the meaning made quite clear. Take, for instance, a poem like Stevenson's "Home, No More Home to Me, Whither Shall I Wander?" There is emotion in the sparse in the words themselves; therefore the addition of extraneous emotion by the speaker is not only unnecessary, but impertinent, and degrades a beautiful poem by making it appear sentimental and insincere. Emotional colour will come into the voice unconsciously if the speaker really understands and feels the inner meaning of the poem. And if understanding and feeling are absent, and the speaker tries to simulate an emotion which he does not really possess, the result, even in a very accomplished artist, is delivery which is marred by artificiality and falseness, and the result will inevitably be failure. It is not as a rule advisable to use a wide range of inflexions when speaking poetry, and the idea that interest and expression can be given to a poem by making the voice run wildly up and down the scale is an entire fallacy. Inflexions should be used sparingly, deliberately intentional, but should be natural and as far as possible unconscious. And in this connection the modern preference for speaking verse on a note slightly lower than the normal. The voice should flow smoothly and evenly; that is, it should not be jerky. And one need not strive after a variety of inflexion, and in fact, one should strive to avoid it. Good voice control from the diaphragm and ribs (a necessity which cannot be too strongly insisted upon). A sustained and clear vocal tone. Crisp and vigorous articulation. A rhythmic flow of phrase. Audibility and intelligibility, which cannot be called in question even by "the man in the back row of the gallery." Further, the delivery must be perfectly sincere, simple, and natural, and words of any kind, whether of tone, gesture, or vocal expression, must be scrupulously avoided. Also, every phrase must be spoken from the first syllable to the last without unnecessary breaks or pauses, which only destroy the rhythm and make the meaning unclear. This applies of course as much to modern poetry, and to prose, too. The speaker's personality should always be subservient to the poet, and the purely technical qualities of vocal expression of the theatrical methods dear to the elocutionists of the past. xyxy=(562,76,694,821)
fx-rate: 678 xyxy=(399,469,412,478)
column-divider xyxy=(558,24,559,1340)
sale-lots: 300 Lots. 300 Lots. 300 Lots. xyxy=(16,95,114,104)
fx-rate-row xyxy=(276,340,412,348)
fx-official: (British Official Wireless.) xyxy=(304,284,384,292)
fx-footnote: *Sellers. xyxy=(329,566,359,575)
fx-rate-row xyxy=(276,388,412,396)
higher-local-order: (In Order of Merit). xyxy=(454,224,520,233)
fx-rate-row xyxy=(276,437,412,445)
poets-credit: [Per United Press Association.] xyxy=(996,610,1092,617)
holy-prep-list: —Honours.— Jean Higgins 95, Patricia Wilson 85, Zita Austin 81. —Merit.— Dulce Harding 81, Mary Cole 79, Alma O'Brien 78, Mavis Walker 78, Aileen Soones 75. xyxy=(562,1486,694,1527)
fx-place: Copenhagen, kroner to £1 xyxy=(276,404,364,413)
race-result: MOUNT ALBERT HANDICAP, 135sovs. 6f. 5—PASO ROBLES, 7.5 (Brough) ... 1 3—Mungaru, 8.2 (Preston) ... 2 1—Valamoto, 7.7 (Stone) ... 3 Scratched: Thurlwind. Won by a neck; half a length. Time, 1min 16 1-5sec. xyxy=(135,186,268,235)
fire-article: AUCKLAND, September 21. In the Supreme Court Robert John Dias (29), who climbed a fire escape to break into Rowe and Bros. warehouse, was charged with burglary, pleaded guilty to a charge of breaking, entering, and theft. "Drink is the cause of his trouble," said Mr F. W. Schramm, for prisoner. Mr Justice Johnston sentenced accused to six months' imprisonment. xyxy=(3,1156,127,1254)
rsa-subhead: GATHERING AT PORT CHALMERS xyxy=(4,540,126,550)
fx-rate-row xyxy=(276,534,412,542)
fx-rate-row xyxy=(276,364,412,372)
advanced-senior-list: —Merit.— Ailsa C. Skinner 79 (Miss B. Thomson). xyxy=(419,287,555,304)
fx-place: Berlin, reichsmarks to £1 xyxy=(276,388,361,397)
symphony-heading: SYMPHONY ORCHESTRA. xyxy=(581,855,675,865)
fx-place: New York, dollar to £1 xyxy=(276,339,352,348)
fx-rate-row xyxy=(276,404,412,412)
fx-place: Oslo, kroner to £1 xyxy=(276,412,337,421)
complicated-keys-heading: COMPLICATED KEYS. xyxy=(727,601,805,611)
racing-credit: [Per United Press Association.] xyxy=(154,74,249,81)
fx-rate-row xyxy=(276,526,412,534)
fx-place: Montreal, dollar to £1 xyxy=(276,347,350,356)
fx-rate: 5.08 7-16 xyxy=(380,339,412,348)
fx-place: Belgrade, dinars to £1 xyxy=(276,477,351,486)
stock-exchange-credit: Press Association—By Telegraph—Copyright xyxy=(276,595,412,603)
foiling-thieves-headline: FOILING THIEVES xyxy=(712,27,820,41)
senior-list: —Honours.— Sydney Davies 87 (Miss A. Winkel), Teresa Hefton 85 (St. Dominic's Priory). —Merit.— Ian Wilson 80 (Miss A. Winkel). —Pass.— Frances A. Fenwick 74 (Mr W. Russell-Wood), Doreen C. Sapsford 74 (Miss M. Parker), Maud Stewart 73 (Miss A. Winkel), Veronica M'Donald 70 (St. Dominic's Priory), Marjorie E. J. M'Taggart 70 (Miss B. Thomson). xyxy=(419,319,555,400)
mount-morgan-credit: [Per United Press Association.] xyxy=(296,74,392,81)
sale-items: GOOD, SOUND, USEFUL FURNITURE, Including— 3ft. OAK OUTSIDE ROLL-TOP DESK, With OAK TIP OFFICE CHAIR, SINGER DROP-HEAD SEWING MACHINE, (New rotary model), CEDAR CHEST OF DRAWERS, ELECTRIC GRAMOPHONE WITH AMPLIFIER, 2 LARGE LEATHER SETTEES, 4-PIECE OAK BEDROOM SUITE, SETS OF CHAIRS, 3 HEAVY AXMINSTER CARPETS, RIMU WRITING DESK, REMINGTON TYPEWRITER, 2-PIECE UPHOLSTERED SUITE, 2 SIDEBOARDS, 6 WARDROBES. Stained Sideboard, Oak Draw-leaf Table, 5 Oak B.B. Chairs, Oak and Stained Wood Bedsteads, Mattresses, Bedding, Easy Chairs, Couches, White Enamel Duchesse Pair, Vases, Ornaments, Mahogany, Cooking Glass, Brass Bedroom Suite, Duchesse Chests, Chesterfield Suites, Mirrors, Sofa Rugs, Hearthrugs, Hall Stand, Kitchen Dresser, 3-piece Suite (in tapestry), Chest of Drawers, Occasional Tables, Kitchen Dresser, Heavy Linoleums, Axminster Runner, Toiletware, Brass Seat Kerb, and sundry household effects. xyxy=(3,103,127,363)
holy-first-heading: FIRST STEPS. xyxy=(603,1530,653,1539)
battle-heading: BATTLE OF THE LOCKS. xyxy=(722,827,810,837)
ad-copy: Buy yourself a new racquet this season on our Unbelievable Terms. These Alexanders are all new models, beautifully made and finished. Full range of styles. Come and see them. xyxy=(850,430,1096,454)
fx-credit: Press Association—By Telegraph—Copyright xyxy=(276,295,412,303)
shipping-subhead: TELEGRAPHIC ADVICE. xyxy=(22,1280,108,1290)
racing-headline: TO-DAY'S RACING xyxy=(146,27,257,41)
fx-place: Bombay, pence to rupee xyxy=(276,525,357,534)
fx-rate: 12.58 xyxy=(393,388,412,397)
fx-rate: 18¼ xyxy=(397,525,412,534)
